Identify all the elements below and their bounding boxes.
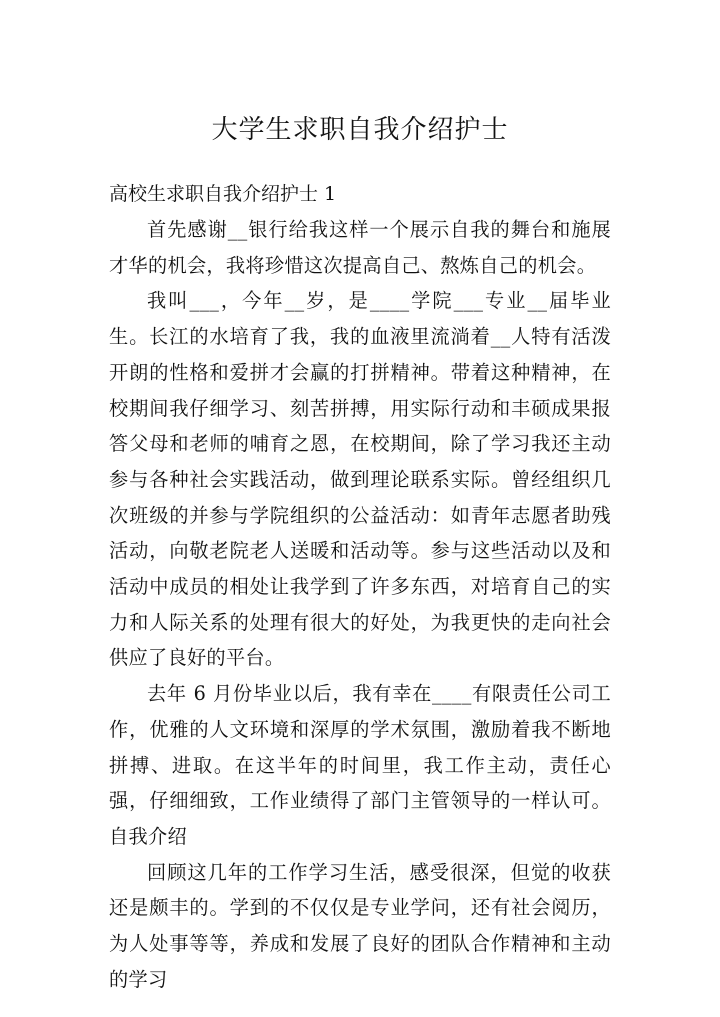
paragraph-3: 去年 6 月份毕业以后，我有幸在____有限责任公司工作，优雅的人文环境和深厚的学术氛围，激励着我不断地拼搏、进取。在这半年的时间里，我工作主动，责任心强，仔细细致，工作业绩得了部门主管领导的一样认可。自我介绍: [109, 682, 611, 848]
section-heading: 高校生求职自我介绍护士 1: [109, 183, 337, 205]
document-title: 大学生求职自我介绍护士: [211, 115, 509, 145]
document-body: [109, 212, 611, 997]
paragraph-2: 我叫___，今年__岁，是____学院___专业__届毕业生。长江的水培育了我，我的血液里流淌着__人特有活泼开朗的性格和爱拼才会赢的打拼精神。带着这种精神，在校期间我仔细学习、刻苦拼搏，用实际行动和丰硕成果报答父母和老师的哺育之恩，在校期间，除了学习我还主动参与各种社会实践活动，做到理论联系实际。曾经组织几次班级的并参与学院组织的公益活动：如青年志愿者助残活动，向敬老院老人送暖和活动等。参与这些活动以及和活动中成员的相处让我学到了许多东西，对培育自己的实力和人际关系的处理有很大的好处，为我更快的走向社会供应了良好的平台。: [109, 289, 611, 670]
paragraph-4: 回顾这几年的工作学习生活，感受很深，但觉的收获还是颇丰的。学到的不仅仅是专业学问，还有社会阅历，为人处事等等，养成和发展了良好的团队合作精神和主动的学习: [109, 860, 611, 991]
paragraph-1: 首先感谢__银行给我这样一个展示自我的舞台和施展才华的机会，我将珍惜这次提高自己、熬炼自己的机会。: [109, 218, 611, 277]
